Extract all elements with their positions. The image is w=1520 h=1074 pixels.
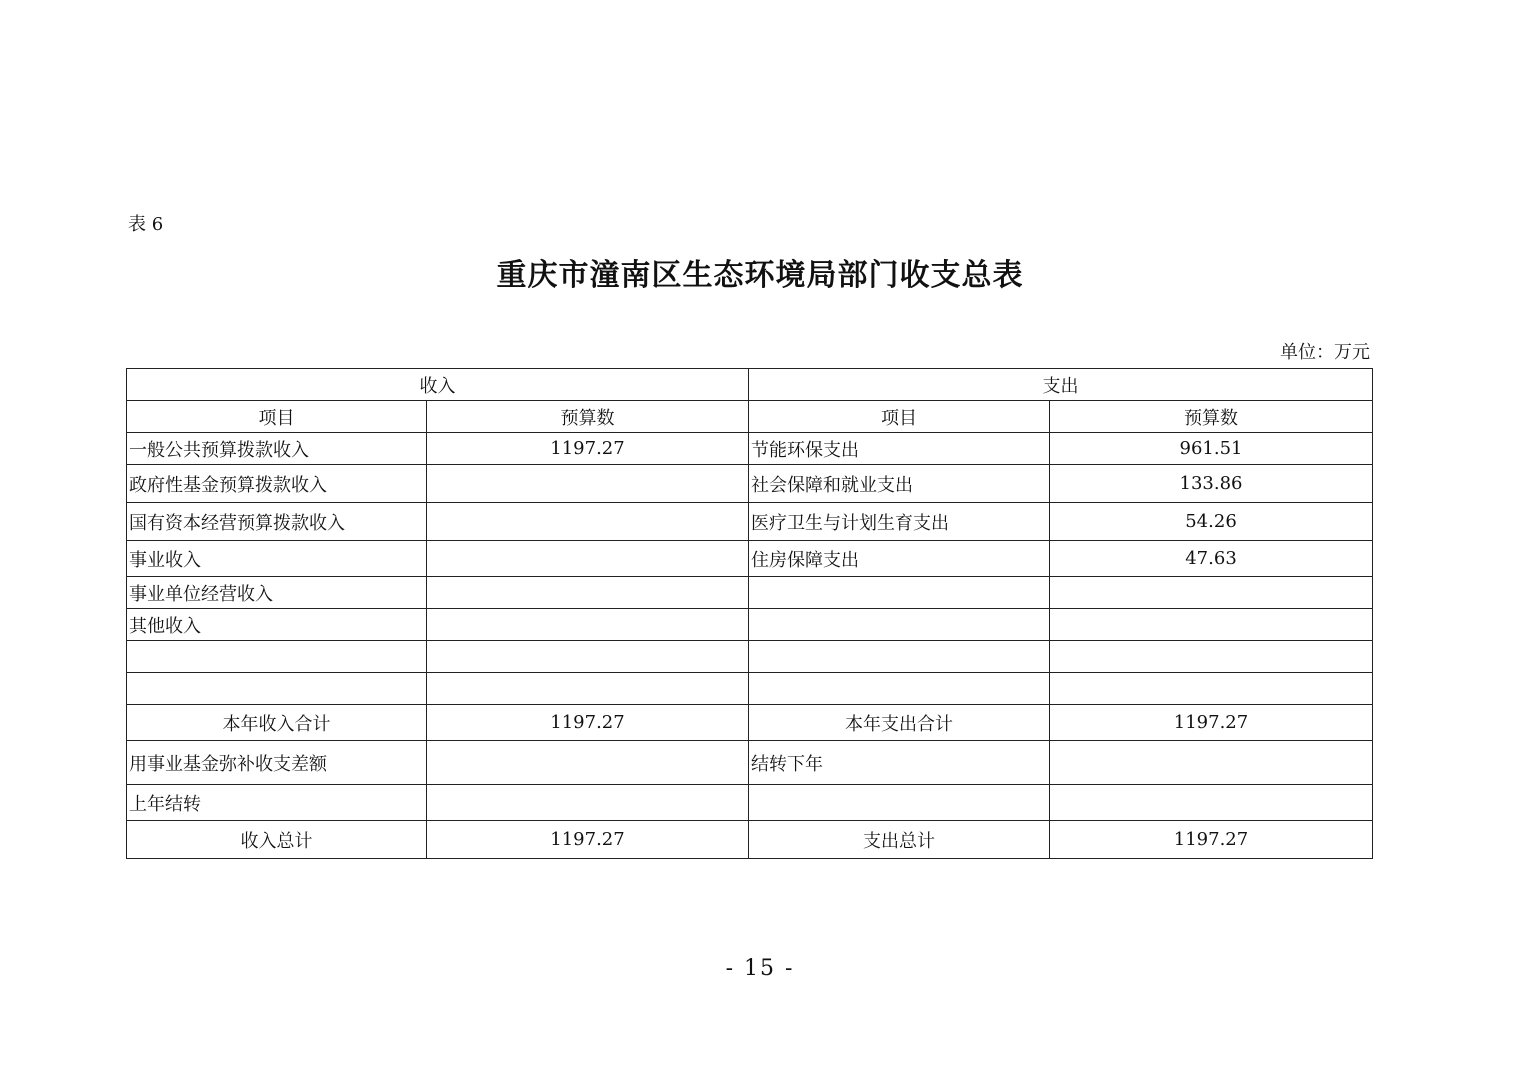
expense-item: 社会保障和就业支出	[749, 465, 1050, 503]
table-row	[127, 503, 1373, 541]
table-row	[127, 673, 1373, 705]
expense-value	[1050, 641, 1373, 673]
income-item-header: 项目	[127, 401, 427, 433]
expense-item-header: 项目	[749, 401, 1050, 433]
expense-item: 结转下年	[749, 741, 1050, 785]
expense-item	[749, 641, 1050, 673]
expense-value: 961.51	[1050, 433, 1373, 465]
table-row	[127, 641, 1373, 673]
income-item: 国有资本经营预算拨款收入	[127, 503, 427, 541]
expense-value: 54.26	[1050, 503, 1373, 541]
grand-total-row	[127, 821, 1373, 859]
table-row	[127, 741, 1373, 785]
expense-budget-header: 预算数	[1050, 401, 1373, 433]
expense-value	[1050, 673, 1373, 705]
year-income-total-value: 1197.27	[427, 705, 749, 741]
income-item: 其他收入	[127, 609, 427, 641]
income-budget-header: 预算数	[427, 401, 749, 433]
income-item	[127, 673, 427, 705]
table-row	[127, 577, 1373, 609]
grand-expense-total-value: 1197.27	[1050, 821, 1373, 859]
column-header-row	[127, 401, 1373, 433]
table-label: 表 6	[128, 214, 164, 235]
unit-note: 单位：万元	[1280, 342, 1370, 363]
income-value	[427, 741, 749, 785]
income-section-header: 收入	[127, 369, 749, 401]
grand-expense-total-label: 支出总计	[749, 821, 1050, 859]
expense-value: 47.63	[1050, 541, 1373, 577]
expense-item	[749, 609, 1050, 641]
income-item: 用事业基金弥补收支差额	[127, 741, 427, 785]
table-row	[127, 609, 1373, 641]
grand-income-total-value: 1197.27	[427, 821, 749, 859]
expense-value	[1050, 609, 1373, 641]
income-value	[427, 503, 749, 541]
income-value: 1197.27	[427, 433, 749, 465]
expense-item: 节能环保支出	[749, 433, 1050, 465]
table-row	[127, 465, 1373, 503]
income-value	[427, 641, 749, 673]
income-value	[427, 673, 749, 705]
section-header-row	[127, 369, 1373, 401]
year-total-row	[127, 705, 1373, 741]
expense-item	[749, 673, 1050, 705]
expense-item	[749, 785, 1050, 821]
year-income-total-label: 本年收入合计	[127, 705, 427, 741]
table-row	[127, 541, 1373, 577]
expense-value	[1050, 741, 1373, 785]
expense-item	[749, 577, 1050, 609]
income-value	[427, 465, 749, 503]
income-item: 事业单位经营收入	[127, 577, 427, 609]
income-item	[127, 641, 427, 673]
income-item: 上年结转	[127, 785, 427, 821]
year-expense-total-label: 本年支出合计	[749, 705, 1050, 741]
table-row	[127, 433, 1373, 465]
expense-value: 133.86	[1050, 465, 1373, 503]
table-row	[127, 785, 1373, 821]
year-expense-total-value: 1197.27	[1050, 705, 1373, 741]
expense-item: 住房保障支出	[749, 541, 1050, 577]
expense-value	[1050, 577, 1373, 609]
grand-income-total-label: 收入总计	[127, 821, 427, 859]
page-title: 重庆市潼南区生态环境局部门收支总表	[496, 258, 1024, 293]
income-item: 事业收入	[127, 541, 427, 577]
income-value	[427, 785, 749, 821]
income-item: 政府性基金预算拨款收入	[127, 465, 427, 503]
income-value	[427, 609, 749, 641]
expense-item: 医疗卫生与计划生育支出	[749, 503, 1050, 541]
income-item: 一般公共预算拨款收入	[127, 433, 427, 465]
income-value	[427, 541, 749, 577]
income-value	[427, 577, 749, 609]
expense-value	[1050, 785, 1373, 821]
page-number: - 15 -	[725, 956, 795, 981]
budget-table	[126, 368, 1373, 859]
expense-section-header: 支出	[749, 369, 1373, 401]
